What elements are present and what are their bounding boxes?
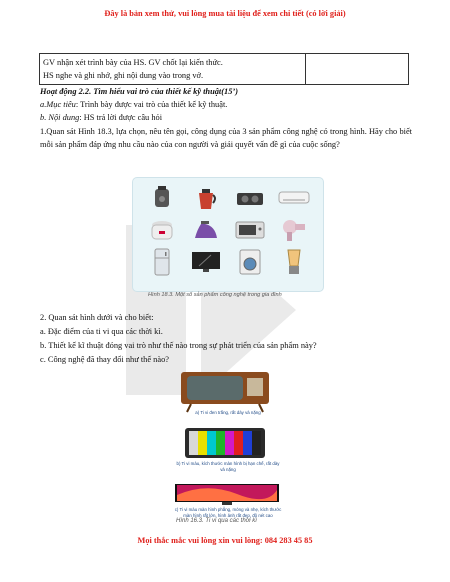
activity-title: Hoạt động 2.2. Tìm hiểu vai trò của thiết kế kỹ thuật(15’)	[40, 87, 238, 96]
table-cell-empty	[306, 54, 409, 85]
flat-tv-icon	[175, 484, 279, 505]
table-cell-text: GV nhận xét trình bày của HS. GV chốt lại kiến thức.	[43, 58, 223, 67]
old-tv-icon	[181, 372, 269, 412]
goal-line	[40, 99, 412, 111]
kettle-icon	[185, 184, 226, 213]
figure-household-products	[132, 177, 324, 292]
question-2c: c. Công nghệ đã thay đổi như thế nào?	[40, 355, 169, 364]
refrigerator-icon	[141, 247, 182, 276]
iron-icon	[185, 216, 226, 245]
air-conditioner-icon	[274, 184, 315, 213]
table-row	[40, 54, 306, 85]
washing-machine-icon	[230, 247, 271, 276]
microwave-icon	[230, 216, 271, 245]
hair-dryer-icon	[274, 216, 315, 245]
rice-cooker-icon	[141, 216, 182, 245]
footer-hotline: Mọi thắc mắc vui lòng xin vui lòng: 084 283 45 85	[137, 536, 313, 545]
vacuum-icon	[141, 184, 182, 213]
preview-banner: Đây là bản xem thử, vui lòng mua tài liệu để xem chi tiết (có lời giải)	[104, 9, 346, 18]
figure-18-3-caption: Hình 18.3. Một số sản phẩm công nghệ trong gia đình	[148, 292, 282, 298]
figure-16-3-caption: Hình 16.3. Ti vi qua các thời kì	[176, 518, 257, 524]
goal-label: a.Mục tiêu	[40, 100, 76, 109]
table-cell-text: HS nghe và ghi nhớ, ghi nội dung vào trong vở.	[43, 71, 204, 80]
question-2b: b. Thiết kế kĩ thuật đóng vai trò như thế nào trong sự phát triển của sản phẩm này?	[40, 341, 317, 350]
tv-b-caption: b) Ti vi màu, kích thước màn hình bị hạn chế, rất dày và nặng	[176, 461, 280, 472]
tv-c-caption: c) Ti vi màu màn hình phẳng, mỏng và nhẹ, kích thước màn hình rất lớn, hình ảnh rất đẹp, độ nét cao	[174, 507, 282, 518]
question-2: 2. Quan sát hình dưới và cho biết:	[40, 313, 154, 322]
color-tv-icon	[185, 428, 265, 458]
teacher-student-table	[39, 53, 409, 85]
question-2a: a. Đặc điểm của ti vi qua các thời kì.	[40, 327, 163, 336]
blender-icon	[274, 247, 315, 276]
content-line	[40, 112, 412, 124]
content-label: b. Nội dung	[40, 113, 80, 122]
question-1: 1.Quan sát Hình 18.3, lựa chọn, nêu tên gọi, công dụng của 3 sản phẩm công nghệ có trong hình. Hãy cho biết mỗi sản phẩm đáp ứng nhu cầu nào của con người và giải quyết vấn đề gì của cuộc sống?	[40, 127, 412, 149]
television-icon	[185, 247, 226, 276]
goal-text: : Trình bày được vai trò của thiết kế kỹ thuật.	[75, 100, 228, 109]
figure-tv-evolution	[167, 370, 289, 530]
tv-a-caption: a) Ti vi đen trắng, rất dày và nặng	[195, 410, 261, 415]
stove-icon	[230, 184, 271, 213]
content-text: : HS trả lời được câu hỏi	[79, 113, 163, 122]
